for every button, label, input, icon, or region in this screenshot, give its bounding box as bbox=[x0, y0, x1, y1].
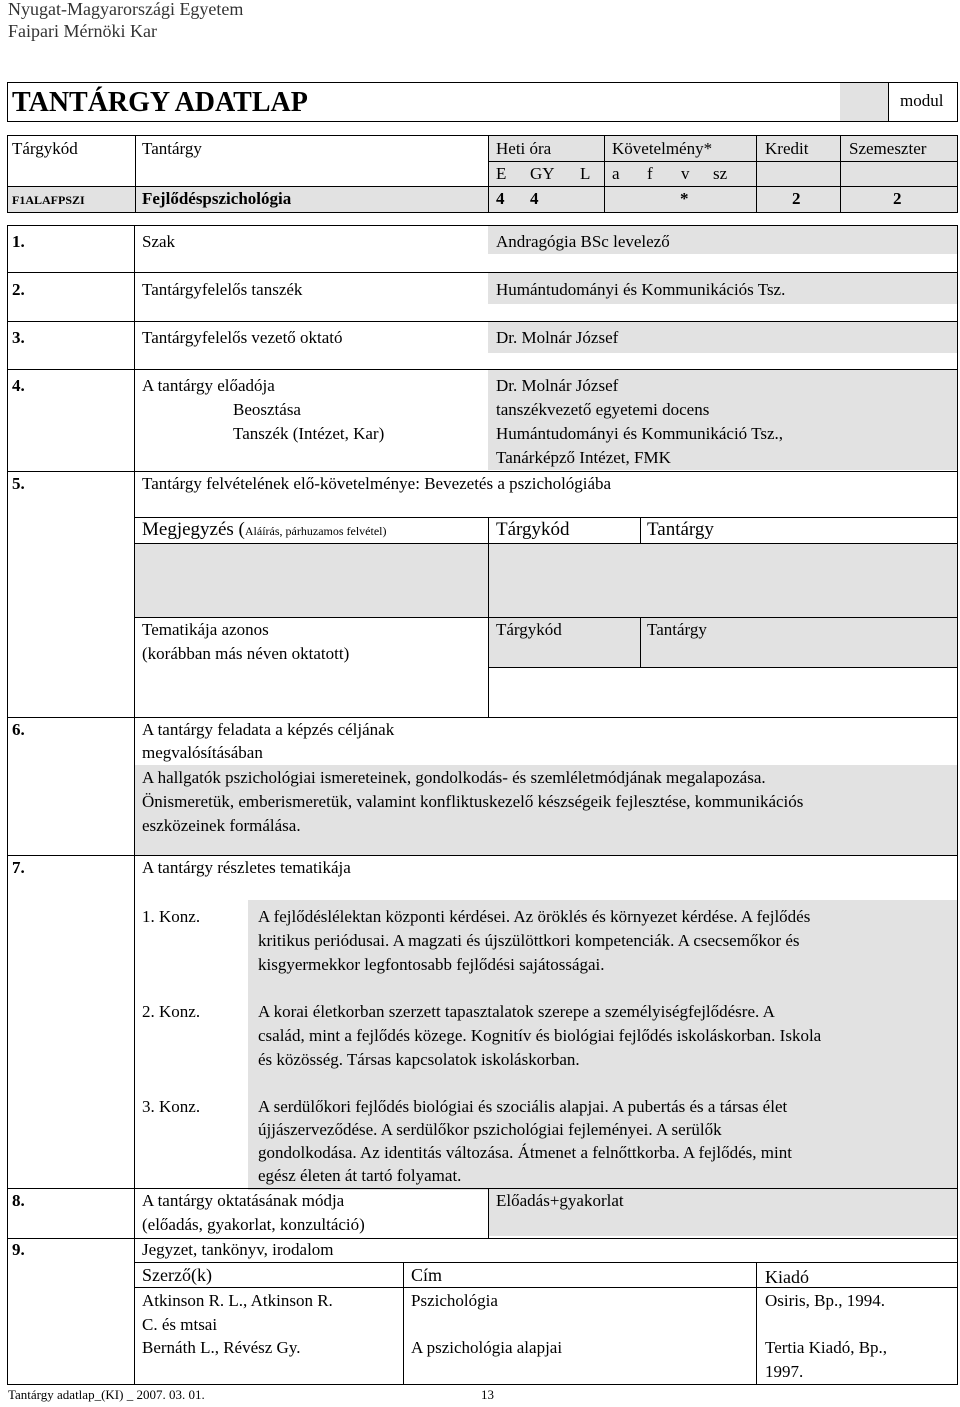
sub-a: a bbox=[612, 164, 620, 183]
sub-f: f bbox=[647, 164, 653, 183]
col-weekly-hours: Heti óra bbox=[496, 139, 552, 158]
r8-sublabel: (előadás, gyakorlat, konzultáció) bbox=[142, 1215, 365, 1234]
r4-position: tanszékvezető egyetemi docens bbox=[496, 400, 710, 419]
r7-label: A tantárgy részletes tematikája bbox=[142, 858, 351, 877]
r7-num: 7. bbox=[12, 858, 25, 877]
lit-col-publisher: Kiadó bbox=[765, 1267, 809, 1287]
r5-value: Bevezetés a pszichológiába bbox=[424, 474, 612, 493]
r1-value: Andragógia BSc levelező bbox=[496, 232, 670, 251]
sub-gy: GY bbox=[530, 164, 555, 183]
r2-num: 2. bbox=[12, 280, 25, 299]
r2-value: Humántudományi és Kommunikációs Tsz. bbox=[496, 280, 786, 299]
notes-code-header: Tárgykód bbox=[496, 519, 570, 540]
book2-title: A pszichológia alapjai bbox=[411, 1338, 563, 1357]
col-semester: Szemeszter bbox=[849, 139, 927, 158]
tematika-sublabel: (korábban más néven oktatott) bbox=[142, 644, 350, 663]
r4-label-lecturer: A tantárgy előadója bbox=[142, 376, 275, 395]
book2-author: Bernáth L., Révész Gy. bbox=[142, 1338, 301, 1357]
r5-num: 5. bbox=[12, 474, 25, 493]
topic3-line2: újjászerveződése. A serdülőkor pszichológiai fejleményei. A serülők bbox=[258, 1120, 722, 1139]
footer-doc-id: Tantárgy adatlap_(KI) _ 2007. 03. 01. bbox=[8, 1387, 205, 1402]
topic3-line3: gondolkodása. Az identitás változása. Átmenet a felnőttkorba. A fejlődés, mint bbox=[258, 1143, 792, 1162]
r1-label: Szak bbox=[142, 232, 176, 251]
topic1-line2: kritikus periódusai. A magzati és újszülöttkori kompetenciák. A csecsemőkor és bbox=[258, 931, 800, 950]
r4-lecturer-name: Dr. Molnár József bbox=[496, 376, 619, 395]
university-name: Nyugat-Magyarországi Egyetem bbox=[8, 0, 244, 19]
col-credit: Kredit bbox=[765, 139, 809, 158]
r6-text-line1: A hallgatók pszichológiai ismereteinek, gondolkodás- és szemléletmódjának megalapozása. bbox=[142, 768, 766, 787]
tematika-code-header: Tárgykód bbox=[496, 620, 562, 639]
topic3-line1: A serdülőkori fejlődés biológiai és szociális alapjai. A pubertás és a társas élet bbox=[258, 1097, 788, 1116]
r4-label-department: Tanszék (Intézet, Kar) bbox=[233, 424, 385, 443]
r4-num: 4. bbox=[12, 376, 25, 395]
course-credit: 2 bbox=[792, 189, 801, 208]
r8-label: A tantárgy oktatásának módja bbox=[142, 1191, 345, 1210]
course-e-hours: 4 bbox=[496, 189, 505, 208]
r6-label: A tantárgy feladata a képzés céljának bbox=[142, 720, 395, 739]
notes-label: Megjegyzés (Aláírás, párhuzamos felvétel) bbox=[142, 519, 387, 540]
r2-label: Tantárgyfelelős tanszék bbox=[142, 280, 303, 299]
r4-label-position: Beosztása bbox=[233, 400, 301, 419]
book2-publisher-cont: 1997. bbox=[765, 1362, 804, 1381]
sub-v: v bbox=[681, 164, 690, 183]
col-code: Tárgykód bbox=[12, 139, 78, 158]
r6-text-line3: eszközeinek formálása. bbox=[142, 816, 301, 835]
col-requirement: Követelmény* bbox=[612, 139, 713, 158]
tematika-subject-header: Tantárgy bbox=[647, 620, 707, 639]
topic1-line1: A fejlődéslélektan központi kérdései. Az öröklés és környezet kérdése. A fejlődés bbox=[258, 907, 811, 926]
topic3-line4: egész életen át tartó folyamat. bbox=[258, 1166, 462, 1185]
r6-text-line2: Önismeretük, emberismeretük, valamint konfliktuskezelő készségeik fejlesztése, kommunikációs bbox=[142, 792, 804, 811]
topic2-line3: és közösség. Társas kapcsolatok iskoláskorban. bbox=[258, 1050, 580, 1069]
footer-page-number: 13 bbox=[481, 1387, 494, 1402]
r3-num: 3. bbox=[12, 328, 25, 347]
r6-num: 6. bbox=[12, 720, 25, 739]
lit-col-title: Cím bbox=[411, 1265, 443, 1285]
course-semester: 2 bbox=[893, 189, 902, 208]
r1-num: 1. bbox=[12, 232, 25, 251]
modul-label: modul bbox=[900, 91, 944, 110]
r8-value: Előadás+gyakorlat bbox=[496, 1191, 624, 1210]
sub-l: L bbox=[580, 164, 591, 183]
faculty-name: Faipari Mérnöki Kar bbox=[8, 21, 157, 41]
course-requirement: * bbox=[680, 189, 689, 208]
topic2-label: 2. Konz. bbox=[142, 1002, 201, 1021]
book2-publisher: Tertia Kiadó, Bp., bbox=[765, 1338, 888, 1357]
sub-sz: sz bbox=[713, 164, 728, 183]
book1-publisher: Osiris, Bp., 1994. bbox=[765, 1291, 885, 1310]
r5-label: Tantárgy felvételének elő-követelménye: Bevezetés a pszichológiába bbox=[142, 474, 612, 493]
r4-institute: Tanárképző Intézet, FMK bbox=[496, 448, 671, 467]
course-name: Fejlődéspszichológia bbox=[142, 189, 292, 208]
book1-author-cont: C. és mtsai bbox=[142, 1315, 218, 1334]
r3-label: Tantárgyfelelős vezető oktató bbox=[142, 328, 343, 347]
tematika-label: Tematikája azonos bbox=[142, 620, 269, 639]
course-gy-hours: 4 bbox=[530, 189, 539, 208]
r9-label: Jegyzet, tankönyv, irodalom bbox=[142, 1240, 334, 1259]
sub-e: E bbox=[496, 164, 507, 183]
col-subject: Tantárgy bbox=[142, 139, 202, 158]
notes-subject-header: Tantárgy bbox=[647, 519, 714, 540]
r8-num: 8. bbox=[12, 1191, 25, 1210]
topic2-line2: család, mint a fejlődés közege. Kognitív és biológiai fejlődés iskoláskorban. Iskola bbox=[258, 1026, 822, 1045]
book1-title: Pszichológia bbox=[411, 1291, 498, 1310]
topic3-label: 3. Konz. bbox=[142, 1097, 201, 1116]
r4-department: Humántudományi és Kommunikáció Tsz., bbox=[496, 424, 783, 443]
page-title: TANTÁRGY ADATLAP bbox=[12, 87, 308, 118]
r3-value: Dr. Molnár József bbox=[496, 328, 619, 347]
topic1-label: 1. Konz. bbox=[142, 907, 201, 926]
modul-shade bbox=[840, 83, 888, 121]
lit-col-author: Szerző(k) bbox=[142, 1265, 212, 1285]
topic1-line3: kisgyermekkor legfontosabb fejlődési sajátosságai. bbox=[258, 955, 605, 974]
r6-label-cont: megvalósításában bbox=[142, 743, 263, 762]
r9-num: 9. bbox=[12, 1240, 25, 1259]
course-code: F1ALAFPSZI bbox=[12, 193, 85, 207]
topic2-line1: A korai életkorban szerzett tapasztalatok szerepe a személyiségfejlődésre. A bbox=[258, 1002, 775, 1021]
book1-author: Atkinson R. L., Atkinson R. bbox=[142, 1291, 333, 1310]
